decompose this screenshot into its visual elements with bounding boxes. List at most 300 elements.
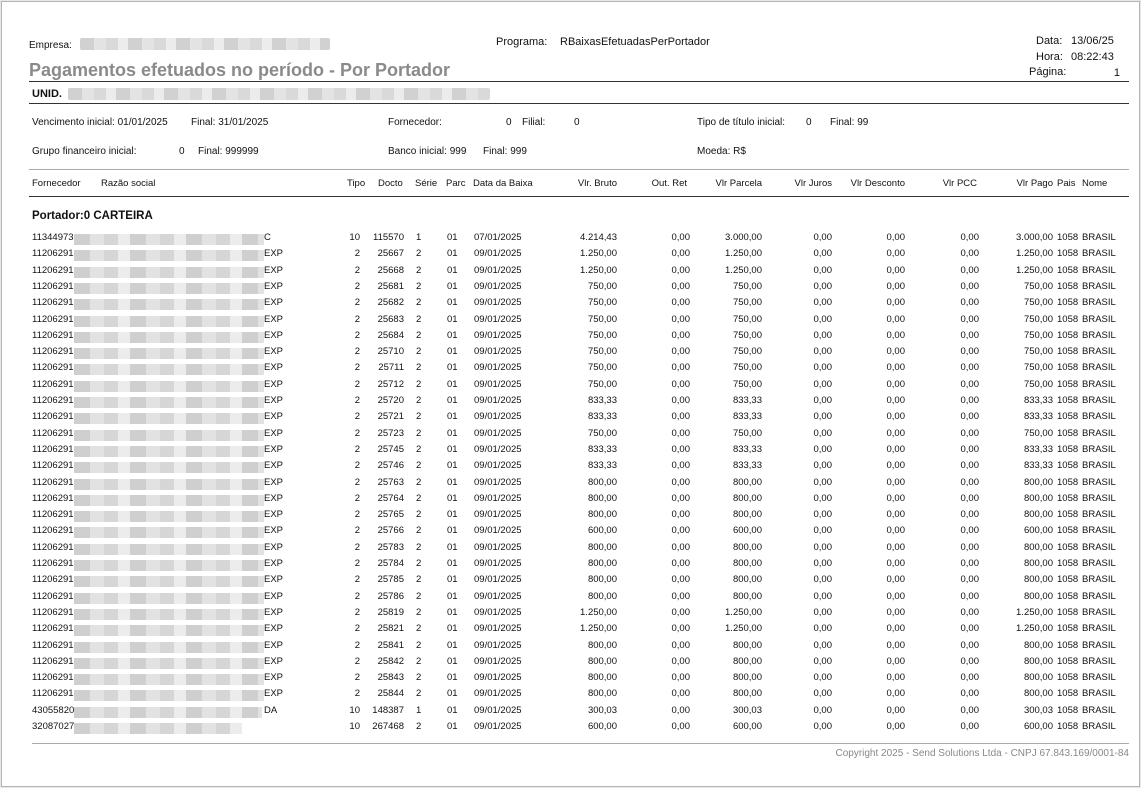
cell-desc: 0,00 [886, 574, 905, 586]
cell-serie: 2 [416, 329, 422, 341]
cell-tipo: 2 [354, 378, 360, 390]
cell-parc: 01 [447, 639, 458, 651]
cell-ret: 0,00 [671, 395, 690, 406]
cell-nome: BRASIL [1082, 655, 1116, 667]
cell-tipo: 2 [354, 574, 360, 586]
table-row [2, 248, 1139, 264]
cell-bruto: 833,33 [587, 443, 617, 455]
cell-razao-suffix: EXP [264, 329, 284, 341]
cell-parc: 01 [447, 280, 458, 292]
cell-bruto: 750,00 [587, 313, 617, 325]
cell-data: 09/01/2025 [474, 248, 522, 260]
cell-docto: 25821 [377, 623, 404, 635]
cell-serie: 1 [416, 232, 422, 243]
cell-desc: 0,00 [886, 264, 905, 276]
cell-ret: 0,00 [671, 362, 690, 374]
cell-razao-suffix: C [264, 232, 271, 243]
cell-pcc: 0,00 [960, 264, 979, 276]
cell-data: 09/01/2025 [474, 558, 522, 569]
table-row [2, 688, 1139, 704]
cell-docto: 25783 [377, 541, 404, 553]
cell-ret: 0,00 [671, 264, 690, 276]
cell-tipo: 2 [354, 688, 360, 700]
table-row [2, 460, 1139, 476]
cell-pago: 800,00 [1023, 688, 1053, 700]
cell-parc: 01 [447, 590, 458, 602]
cell-razao-suffix: EXP [264, 362, 284, 374]
cell-docto: 25786 [377, 590, 404, 602]
header-line-unid [29, 103, 1129, 104]
cell-pago: 833,33 [1023, 460, 1053, 472]
cell-razao-suffix: EXP [264, 378, 284, 390]
col-vlr-pago: Vlr Pago [1016, 178, 1053, 189]
col-vlr-pcc: Vlr PCC [942, 178, 977, 189]
table-row [2, 623, 1139, 639]
programa-label: Programa: [496, 36, 548, 48]
cell-parc: 01 [447, 623, 458, 635]
cell-pais: 1058 [1057, 655, 1079, 667]
cell-docto: 148387 [372, 704, 404, 716]
data-label: Data: [1036, 35, 1063, 47]
filter-filial-value: 0 [574, 117, 580, 128]
table-row [2, 444, 1139, 460]
cell-pais: 1058 [1057, 427, 1079, 439]
razao-social-redacted [74, 642, 264, 653]
cell-pcc: 0,00 [960, 329, 979, 341]
cell-serie: 1 [416, 704, 422, 716]
cell-bruto: 750,00 [587, 280, 617, 292]
cell-ret: 0,00 [671, 590, 690, 602]
cell-serie: 2 [416, 721, 422, 732]
cell-juros: 0,00 [813, 639, 832, 651]
cell-juros: 0,00 [813, 509, 832, 521]
cell-razao-suffix: EXP [264, 606, 284, 618]
cell-razao-suffix: EXP [264, 492, 284, 504]
cell-tipo: 10 [349, 721, 360, 732]
razao-social-redacted [74, 348, 264, 359]
cell-bruto: 800,00 [587, 492, 617, 504]
cell-ret: 0,00 [671, 655, 690, 667]
cell-forn: 11206291 [32, 411, 74, 423]
table-row [2, 330, 1139, 346]
cell-data: 09/01/2025 [474, 362, 522, 374]
cell-pais: 1058 [1057, 297, 1079, 309]
razao-social-redacted [74, 397, 264, 408]
razao-social-redacted [74, 511, 264, 522]
cell-data: 09/01/2025 [474, 476, 522, 488]
cell-bruto: 833,33 [587, 460, 617, 472]
cell-pais: 1058 [1057, 346, 1079, 358]
cell-pago: 1.250,00 [1016, 623, 1053, 635]
cell-parc: 01 [447, 476, 458, 488]
cell-forn: 11206291 [32, 574, 74, 586]
cell-parcela: 750,00 [732, 313, 762, 325]
cell-forn: 11206291 [32, 460, 74, 472]
cell-data: 09/01/2025 [474, 574, 522, 586]
cell-nome: BRASIL [1082, 280, 1116, 292]
cell-nome: BRASIL [1082, 232, 1116, 243]
cell-razao-suffix: EXP [264, 346, 284, 358]
cell-juros: 0,00 [813, 378, 832, 390]
col-pais: Pais [1057, 178, 1076, 189]
cell-desc: 0,00 [886, 346, 905, 358]
cell-desc: 0,00 [886, 672, 905, 684]
cell-tipo: 2 [354, 297, 360, 309]
razao-social-redacted [74, 527, 264, 538]
cell-razao-suffix: EXP [264, 395, 284, 406]
cell-bruto: 750,00 [587, 329, 617, 341]
cell-bruto: 300,03 [587, 704, 617, 716]
cell-bruto: 800,00 [587, 672, 617, 684]
cell-nome: BRASIL [1082, 411, 1116, 423]
portador-group-title: Portador:0 CARTEIRA [32, 210, 153, 222]
cell-tipo: 2 [354, 443, 360, 455]
razao-social-redacted [74, 495, 264, 506]
cell-ret: 0,00 [671, 232, 690, 243]
col-tipo: Tipo [347, 178, 366, 189]
cell-pais: 1058 [1057, 574, 1079, 586]
cell-juros: 0,00 [813, 346, 832, 358]
razao-social-redacted [74, 316, 264, 327]
cell-nome: BRASIL [1082, 443, 1116, 455]
cell-parcela: 833,33 [732, 411, 762, 423]
cell-forn: 11206291 [32, 427, 74, 439]
cell-ret: 0,00 [671, 297, 690, 309]
cell-data: 09/01/2025 [474, 672, 522, 684]
cell-docto: 25785 [377, 574, 404, 586]
cell-docto: 25684 [377, 329, 404, 341]
table-row [2, 591, 1139, 607]
cell-serie: 2 [416, 248, 422, 260]
razao-social-redacted [74, 479, 264, 490]
cell-docto: 25723 [377, 427, 404, 439]
cell-desc: 0,00 [886, 395, 905, 406]
col-vlr-desconto: Vlr Desconto [850, 178, 905, 189]
cell-pais: 1058 [1057, 313, 1079, 325]
cell-juros: 0,00 [813, 492, 832, 504]
cell-docto: 25819 [377, 606, 404, 618]
cell-parc: 01 [447, 329, 458, 341]
razao-social-redacted [74, 446, 264, 457]
table-row [2, 509, 1139, 525]
razao-social-redacted [74, 593, 264, 604]
cell-juros: 0,00 [813, 574, 832, 586]
pagina-value: 1 [1113, 67, 1120, 79]
cell-nome: BRASIL [1082, 346, 1116, 358]
cell-pago: 800,00 [1023, 492, 1053, 504]
cell-forn: 11206291 [32, 248, 74, 260]
cell-forn: 11206291 [32, 509, 74, 521]
cell-parcela: 833,33 [732, 460, 762, 472]
razao-social-redacted [74, 658, 264, 669]
cell-desc: 0,00 [886, 541, 905, 553]
cell-razao-suffix: DA [264, 704, 278, 716]
cell-ret: 0,00 [671, 541, 690, 553]
cell-parcela: 833,33 [732, 443, 762, 455]
cell-serie: 2 [416, 606, 422, 618]
table-row [2, 574, 1139, 590]
cell-forn: 11344973 [32, 232, 74, 243]
cell-razao-suffix: EXP [264, 443, 284, 455]
cell-pago: 1.250,00 [1016, 264, 1053, 276]
cell-pais: 1058 [1057, 590, 1079, 602]
cell-pago: 800,00 [1023, 574, 1053, 586]
cell-pago: 750,00 [1023, 297, 1053, 309]
cell-pcc: 0,00 [960, 541, 979, 553]
cell-juros: 0,00 [813, 248, 832, 260]
cell-data: 09/01/2025 [474, 509, 522, 521]
col-vlr-parcela: Vlr Parcela [715, 178, 762, 189]
report-title: Pagamentos efetuados no período - Por Portador [29, 60, 451, 80]
cell-parcela: 3.000,00 [725, 232, 762, 243]
cell-forn: 11206291 [32, 329, 74, 341]
cell-parcela: 1.250,00 [725, 248, 762, 260]
cell-pago: 750,00 [1023, 313, 1053, 325]
cell-pcc: 0,00 [960, 297, 979, 309]
cell-tipo: 2 [354, 362, 360, 374]
cell-desc: 0,00 [886, 362, 905, 374]
cell-desc: 0,00 [886, 639, 905, 651]
cell-data: 09/01/2025 [474, 346, 522, 358]
cell-bruto: 1.250,00 [580, 248, 617, 260]
cell-desc: 0,00 [886, 590, 905, 602]
cell-bruto: 1.250,00 [580, 606, 617, 618]
cell-juros: 0,00 [813, 541, 832, 553]
cell-ret: 0,00 [671, 329, 690, 341]
cell-juros: 0,00 [813, 672, 832, 684]
cell-pcc: 0,00 [960, 248, 979, 260]
cell-pcc: 0,00 [960, 672, 979, 684]
cell-tipo: 2 [354, 476, 360, 488]
cell-pago: 1.250,00 [1016, 606, 1053, 618]
cell-nome: BRASIL [1082, 329, 1116, 341]
cell-data: 09/01/2025 [474, 688, 522, 700]
cell-parcela: 750,00 [732, 362, 762, 374]
cell-nome: BRASIL [1082, 297, 1116, 309]
cell-data: 09/01/2025 [474, 329, 522, 341]
cell-serie: 2 [416, 558, 422, 569]
filter-tipo-titulo-label: Tipo de título inicial: [697, 117, 786, 128]
cell-parc: 01 [447, 492, 458, 504]
cell-pais: 1058 [1057, 329, 1079, 341]
column-header-row [2, 178, 1139, 194]
cell-pcc: 0,00 [960, 476, 979, 488]
table-row [2, 379, 1139, 395]
cell-parcela: 750,00 [732, 346, 762, 358]
cell-parc: 01 [447, 378, 458, 390]
cell-pcc: 0,00 [960, 280, 979, 292]
table-row [2, 297, 1139, 313]
hora-label: Hora: [1036, 51, 1063, 63]
cell-nome: BRASIL [1082, 590, 1116, 602]
cell-razao-suffix: EXP [264, 427, 284, 439]
cell-nome: BRASIL [1082, 476, 1116, 488]
cell-bruto: 800,00 [587, 639, 617, 651]
cell-pcc: 0,00 [960, 346, 979, 358]
cell-juros: 0,00 [813, 232, 832, 243]
cell-juros: 0,00 [813, 427, 832, 439]
cell-pais: 1058 [1057, 509, 1079, 521]
cell-ret: 0,00 [671, 704, 690, 716]
cell-juros: 0,00 [813, 395, 832, 406]
cell-bruto: 800,00 [587, 655, 617, 667]
cell-data: 09/01/2025 [474, 639, 522, 651]
cell-bruto: 750,00 [587, 378, 617, 390]
cell-razao-suffix: EXP [264, 476, 284, 488]
cell-juros: 0,00 [813, 704, 832, 716]
cell-pais: 1058 [1057, 672, 1079, 684]
cell-bruto: 600,00 [587, 525, 617, 537]
cell-pcc: 0,00 [960, 427, 979, 439]
cell-juros: 0,00 [813, 525, 832, 537]
cell-forn: 11206291 [32, 280, 74, 292]
cell-serie: 2 [416, 525, 422, 537]
cell-pcc: 0,00 [960, 492, 979, 504]
table-row [2, 607, 1139, 623]
cell-serie: 2 [416, 492, 422, 504]
filter-tipo-titulo-final: Final: 99 [830, 117, 869, 128]
cell-tipo: 2 [354, 672, 360, 684]
cell-serie: 2 [416, 590, 422, 602]
cell-desc: 0,00 [886, 688, 905, 700]
cell-desc: 0,00 [886, 606, 905, 618]
cell-pais: 1058 [1057, 232, 1079, 243]
cell-data: 09/01/2025 [474, 411, 522, 423]
cell-docto: 25710 [377, 346, 404, 358]
cell-forn: 11206291 [32, 639, 74, 651]
cell-bruto: 750,00 [587, 346, 617, 358]
cell-ret: 0,00 [671, 411, 690, 423]
razao-social-redacted [74, 690, 264, 701]
cell-ret: 0,00 [671, 427, 690, 439]
cell-razao-suffix: EXP [264, 280, 284, 292]
cell-parcela: 800,00 [732, 476, 762, 488]
table-row [2, 477, 1139, 493]
cell-juros: 0,00 [813, 313, 832, 325]
cell-pago: 800,00 [1023, 639, 1053, 651]
cell-juros: 0,00 [813, 264, 832, 276]
col-fornecedor: Fornecedor [32, 178, 81, 189]
cell-parc: 01 [447, 541, 458, 553]
razao-social-redacted [74, 462, 264, 473]
cell-forn: 11206291 [32, 606, 74, 618]
cell-pago: 750,00 [1023, 427, 1053, 439]
cell-forn: 11206291 [32, 590, 74, 602]
cell-pcc: 0,00 [960, 606, 979, 618]
cell-desc: 0,00 [886, 297, 905, 309]
cell-desc: 0,00 [886, 558, 905, 569]
cell-forn: 11206291 [32, 525, 74, 537]
cell-razao-suffix: EXP [264, 248, 284, 260]
cell-razao-suffix: EXP [264, 411, 284, 423]
cell-docto: 25720 [377, 395, 404, 406]
cell-nome: BRASIL [1082, 460, 1116, 472]
cell-forn: 11206291 [32, 476, 74, 488]
cell-nome: BRASIL [1082, 427, 1116, 439]
cell-bruto: 4.214,43 [580, 232, 617, 243]
cell-parcela: 800,00 [732, 688, 762, 700]
cell-pago: 800,00 [1023, 655, 1053, 667]
cell-docto: 25683 [377, 313, 404, 325]
razao-social-redacted [74, 413, 264, 424]
cell-pais: 1058 [1057, 460, 1079, 472]
cell-razao-suffix: EXP [264, 574, 284, 586]
cell-docto: 25721 [377, 411, 404, 423]
filter-fornecedor-value: 0 [506, 117, 512, 128]
razao-social-redacted [74, 723, 242, 734]
razao-social-redacted [74, 267, 264, 278]
cell-tipo: 2 [354, 509, 360, 521]
cell-parcela: 800,00 [732, 558, 762, 569]
cell-docto: 25668 [377, 264, 404, 276]
cell-parc: 01 [447, 704, 458, 716]
cell-tipo: 2 [354, 655, 360, 667]
table-row [2, 281, 1139, 297]
col-parc: Parc [446, 178, 466, 189]
table-row [2, 232, 1139, 248]
cell-bruto: 750,00 [587, 362, 617, 374]
cell-desc: 0,00 [886, 313, 905, 325]
cell-parc: 01 [447, 232, 458, 243]
header-line-top [29, 81, 1129, 82]
razao-social-redacted [74, 560, 264, 571]
cell-juros: 0,00 [813, 721, 832, 732]
cell-parc: 01 [447, 346, 458, 358]
cell-pais: 1058 [1057, 721, 1079, 732]
cell-pago: 750,00 [1023, 346, 1053, 358]
cell-nome: BRASIL [1082, 623, 1116, 635]
cell-forn: 11206291 [32, 264, 74, 276]
cell-pago: 833,33 [1023, 411, 1053, 423]
cell-parc: 01 [447, 443, 458, 455]
cell-parcela: 800,00 [732, 639, 762, 651]
cell-parc: 01 [447, 395, 458, 406]
cell-pais: 1058 [1057, 639, 1079, 651]
cell-parcela: 1.250,00 [725, 606, 762, 618]
cell-data: 09/01/2025 [474, 378, 522, 390]
cell-pago: 750,00 [1023, 280, 1053, 292]
cell-data: 09/01/2025 [474, 443, 522, 455]
cell-pago: 800,00 [1023, 558, 1053, 569]
cell-parcela: 750,00 [732, 427, 762, 439]
cell-juros: 0,00 [813, 362, 832, 374]
cell-parcela: 800,00 [732, 590, 762, 602]
cell-juros: 0,00 [813, 329, 832, 341]
column-header-line [29, 196, 1129, 197]
cell-docto: 25712 [377, 378, 404, 390]
cell-data: 09/01/2025 [474, 541, 522, 553]
cell-serie: 2 [416, 362, 422, 374]
cell-razao-suffix: EXP [264, 672, 284, 684]
filter-venc-final: Final: 31/01/2025 [191, 117, 269, 128]
cell-parc: 01 [447, 606, 458, 618]
cell-tipo: 2 [354, 606, 360, 618]
cell-ret: 0,00 [671, 688, 690, 700]
cell-tipo: 2 [354, 264, 360, 276]
cell-serie: 2 [416, 574, 422, 586]
cell-docto: 25667 [377, 248, 404, 260]
cell-parcela: 750,00 [732, 280, 762, 292]
filter-fornecedor-label: Fornecedor: [388, 117, 442, 128]
cell-pago: 800,00 [1023, 590, 1053, 602]
cell-pago: 750,00 [1023, 329, 1053, 341]
col-docto: Docto [378, 178, 403, 189]
cell-forn: 11206291 [32, 395, 74, 406]
unid-redacted [68, 88, 490, 100]
cell-razao-suffix: EXP [264, 639, 284, 651]
cell-pais: 1058 [1057, 688, 1079, 700]
cell-tipo: 2 [354, 248, 360, 260]
